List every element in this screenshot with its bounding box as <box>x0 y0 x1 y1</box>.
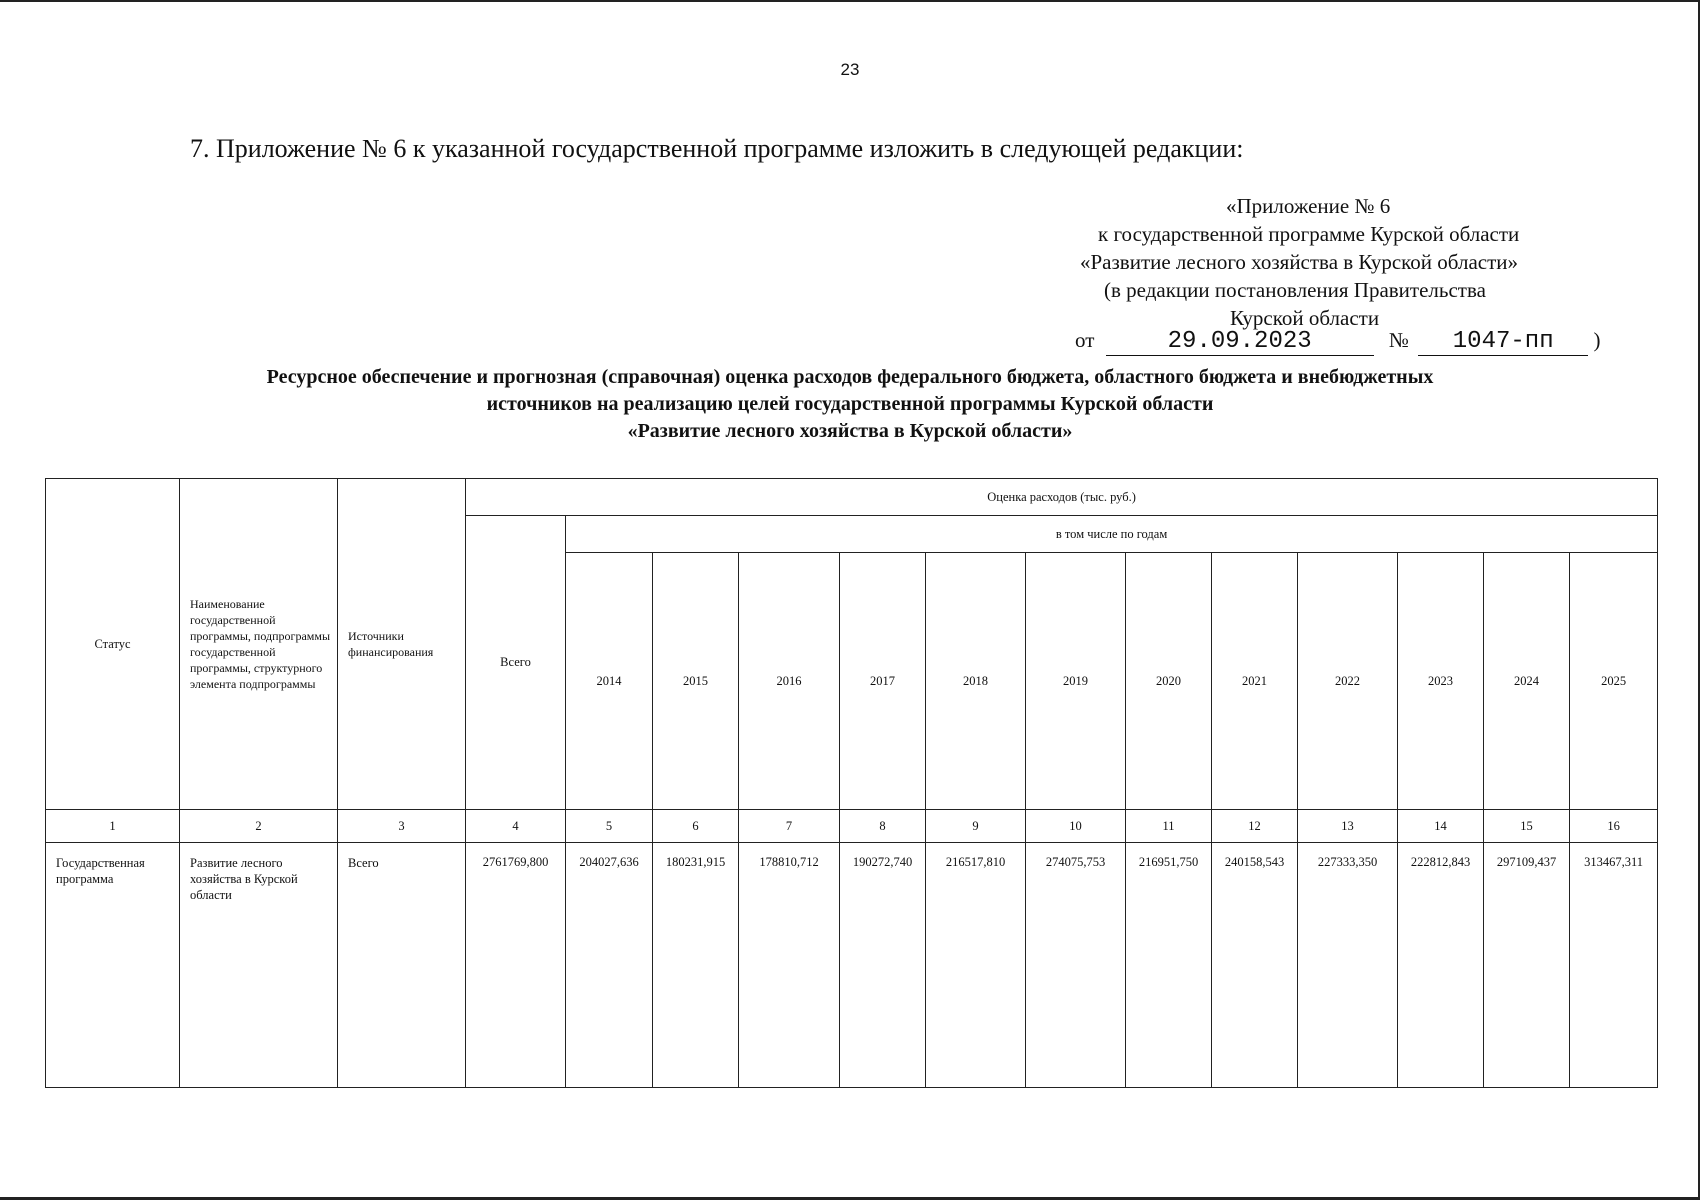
column-number: 4 <box>466 810 566 843</box>
row-value-cell <box>1484 843 1570 1088</box>
column-number: 14 <box>1398 810 1484 843</box>
decree-from-label: от <box>1075 328 1095 352</box>
decree-number: 1047-пп <box>1418 329 1588 356</box>
column-number: 1 <box>46 810 180 843</box>
row-value: 297109,437 <box>1496 855 1557 869</box>
header-year: 2021 <box>1212 553 1298 810</box>
decree-line <box>1075 328 1600 356</box>
budget-table <box>45 478 1658 1088</box>
column-number: 15 <box>1484 810 1570 843</box>
header-year: 2020 <box>1126 553 1212 810</box>
appendix-line: Курской области <box>1230 306 1380 330</box>
appendix-line: (в редакции постановления Правительства <box>1104 278 1486 302</box>
row-value-cell <box>1298 843 1398 1088</box>
header-sources: Источники финансирования <box>338 479 466 810</box>
row-value-cell <box>1212 843 1298 1088</box>
column-number: 12 <box>1212 810 1298 843</box>
appendix-line: «Приложение № 6 <box>1226 194 1391 218</box>
row-value-cell <box>1026 843 1126 1088</box>
column-number: 10 <box>1026 810 1126 843</box>
page-number: 23 <box>840 60 860 79</box>
row-value: 274075,753 <box>1045 855 1106 869</box>
header-by-years: в том числе по годам <box>566 516 1658 553</box>
column-number: 8 <box>840 810 926 843</box>
row-value-cell <box>926 843 1026 1088</box>
column-number: 6 <box>653 810 739 843</box>
header-expenses: Оценка расходов (тыс. руб.) <box>466 479 1658 516</box>
header-year: 2022 <box>1298 553 1398 810</box>
row-value: 178810,712 <box>759 855 819 869</box>
header-year: 2019 <box>1026 553 1126 810</box>
row-source: Всего <box>348 856 379 870</box>
appendix-line: «Развитие лесного хозяйства в Курской области» <box>1080 250 1518 274</box>
table-title-line: «Развитие лесного хозяйства в Курской области» <box>627 420 1073 442</box>
row-total-cell <box>466 843 566 1088</box>
row-value: 216951,750 <box>1138 855 1199 869</box>
table-title-line: источников на реализацию целей государственной программы Курской области <box>486 393 1214 415</box>
header-year: 2025 <box>1570 553 1658 810</box>
row-status: Государственная программа <box>56 856 145 886</box>
column-number: 2 <box>180 810 338 843</box>
appendix-line: к государственной программе Курской области <box>1098 222 1520 246</box>
column-number: 3 <box>338 810 466 843</box>
row-value-cell <box>1398 843 1484 1088</box>
row-value-cell <box>1570 843 1658 1088</box>
column-number: 11 <box>1126 810 1212 843</box>
row-value: 240158,543 <box>1224 855 1285 869</box>
row-status-cell <box>46 843 180 1088</box>
instruction-text: 7. Приложение № 6 к указанной государственной программе изложить в следующей редакции: <box>190 134 1244 163</box>
header-year: 2015 <box>653 553 739 810</box>
row-total: 2761769,800 <box>482 855 549 869</box>
header-year: 2023 <box>1398 553 1484 810</box>
row-value-cell <box>653 843 739 1088</box>
column-number: 9 <box>926 810 1026 843</box>
column-number: 13 <box>1298 810 1398 843</box>
row-name: Развитие лесного хозяйства в Курской области <box>190 856 298 902</box>
header-status: Статус <box>46 479 180 810</box>
table-row <box>46 843 1658 1088</box>
row-name-cell <box>180 843 338 1088</box>
row-value: 204027,636 <box>579 855 639 869</box>
row-value-cell <box>739 843 840 1088</box>
column-number: 5 <box>566 810 653 843</box>
row-value-cell <box>840 843 926 1088</box>
row-value-cell <box>1126 843 1212 1088</box>
decree-date: 29.09.2023 <box>1106 329 1374 356</box>
row-value: 190272,740 <box>852 855 913 869</box>
row-value-cell <box>566 843 653 1088</box>
row-value: 180231,915 <box>665 855 726 869</box>
header-year: 2014 <box>566 553 653 810</box>
row-value: 216517,810 <box>945 855 1006 869</box>
header-year: 2016 <box>739 553 840 810</box>
column-number: 7 <box>739 810 840 843</box>
decree-number-label: № <box>1388 328 1409 352</box>
row-value: 313467,311 <box>1584 855 1644 869</box>
table-title <box>60 364 1640 445</box>
row-source-cell <box>338 843 466 1088</box>
row-value: 227333,350 <box>1317 855 1378 869</box>
decree-closing: ) <box>1593 328 1601 352</box>
column-number: 16 <box>1570 810 1658 843</box>
header-year: 2017 <box>840 553 926 810</box>
table-title-line: Ресурсное обеспечение и прогнозная (справочная) оценка расходов федерального бюджета, областного бюджета и внебюджетных <box>266 366 1434 388</box>
row-value: 222812,843 <box>1410 855 1471 869</box>
header-total: Всего <box>466 516 566 810</box>
header-year: 2018 <box>926 553 1026 810</box>
header-name: Наименование государственной программы, подпрограммы государственной программы, структурного элемента подпрограммы <box>180 479 338 810</box>
header-year: 2024 <box>1484 553 1570 810</box>
